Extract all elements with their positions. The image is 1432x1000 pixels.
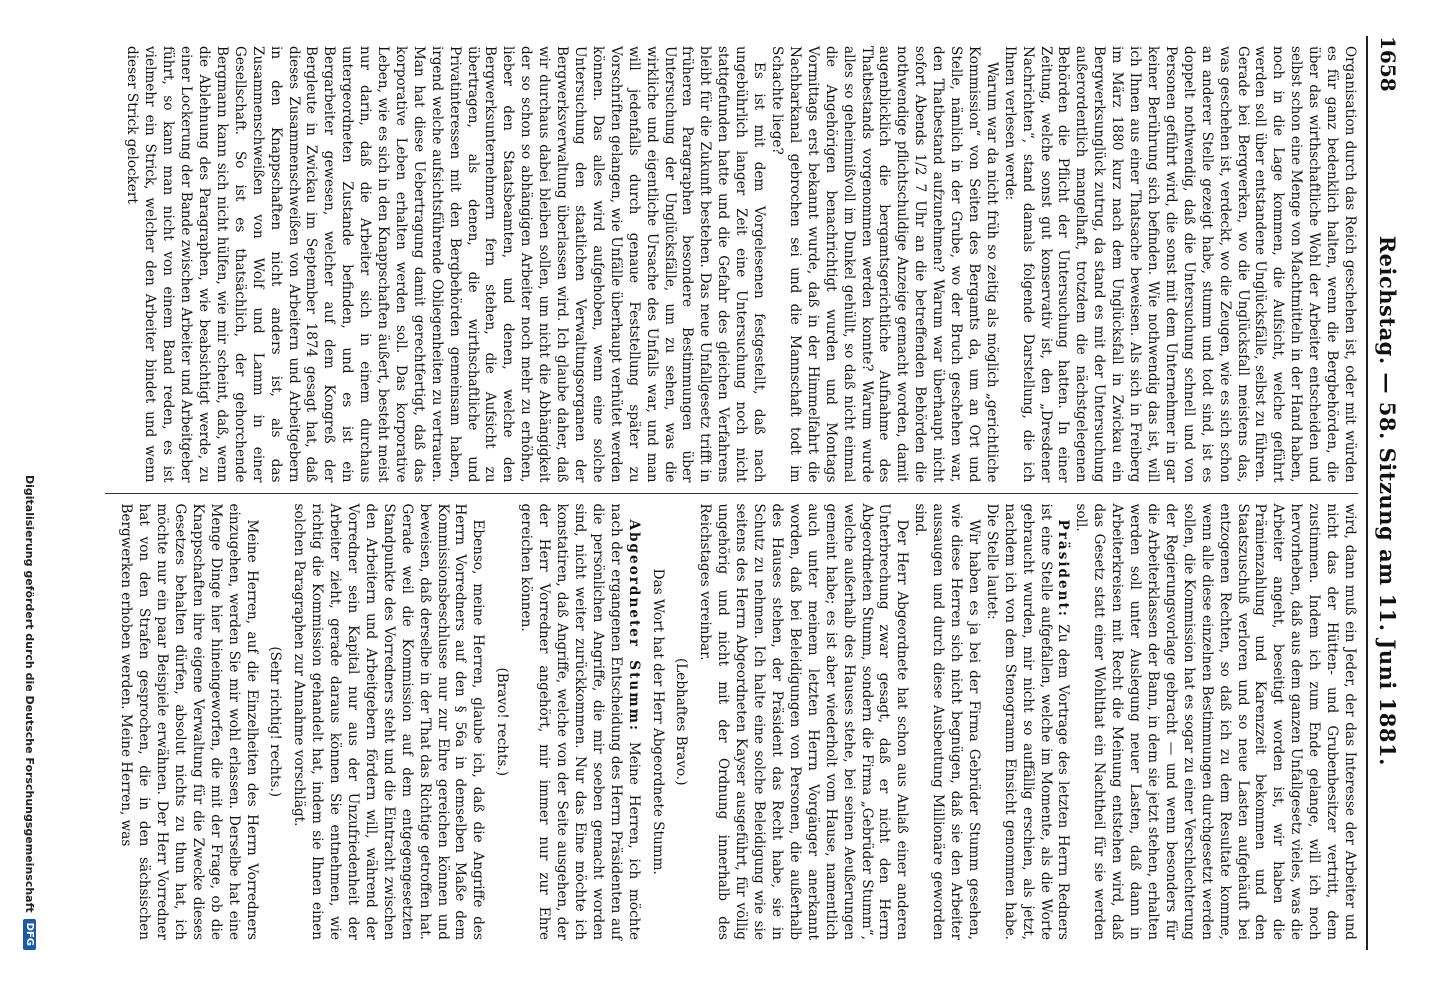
left-column [105,36,1358,493]
stumm-paragraph-2: Ebenso, meine Herren, glaube ich, daß die Angriffe des Herrn Vorredners auf den § 56a in demselben Maße dem Kommissionsbeschlusse nur zur Ehre gereichen können und beweisen, daß derselbe in der That das Richtige getroffen hat. Gerade weil die Kommission auf dem entgegengesetzten Standpunkte des Vorredners steht und die Eintracht zwischen den Arbeitern und Arbeitgebern fördern will, während der Vorredner sein Kapital nur aus der Unzufriedenheit der Arbeiter zieht, gerade daraus können Sie entnehmen, wie richtig die Kommission gehandelt hat, indem sie Ihnen einen solchen Paragraphen zur Annahme vorschlägt. [291,503,487,940]
speaker-label: Präsident: [1055,519,1072,618]
very-right-note: (Sehr richtig! rechts.) [267,646,284,798]
president-paragraph [982,504,1072,941]
left-paragraph: Es ist mit dem Vorgelesenen festgestellt, daß nach ungebührlich langer Zeit eine Untersuchung noch nicht stattgefunden hatte und die Gefahr des gleichen Verfahrens bleibt für die Zukunft bestehen. Das neue Unfallgesetz trifft in früheren Paragraphen besondere Bestimmungen über Untersuchung der Unglücksfälle, um zu sehen, was die wirkliche und eigentliche Ursache des Unfalls war, und man will jedenfalls durch genaue Feststellung später zu Vorschriften gelangen, wie Unfälle überhaupt verhütet werden können. Das alles wird aufgehoben, wenn eine solche Untersuchung den staatlichen Verwaltungsorganen der Bergwerksverwaltung überlassen wird. Ich glaube daher, daß wir durchaus dabei bleiben sollen, um nicht die Abhängigkeit der so schon so abhängigen Arbeiter noch mehr zu erhöhen, lieber den Staatsbeamten, und denen, welche den Bergwerksunternehmern fern stehen, die Aufsicht zu übertragen, als denen, die wirthschaftliche und Privatinteressen mit den Bergbehörden gemeinsam haben, irgend welche aufsichtsführende Obliegenheiten zu vertrauen. Man hat diese Uebertragung damit gerechtfertigt, daß das korporative Leben erhalten werden soll. Das korporative Leben, wie es sich in den Knappschaften äußert, besteht meist nur darin, daß die Arbeiter sich in einem durchaus untergeordneten Zustande befinden, und es ist ein Bergarbeiter gewesen, welcher auf dem Kongreß der Bergleute in Zwickau im September 1874 gesagt hat, daß dieses Zusammenschweißen von Arbeitern und Arbeitgebern in den Knappschaften nicht anders ist, als das Zusammenschweißen von Wolf und Lamm in einer Gesellschaft. So ist es thatsächlich, der gehorchende Bergmann kann sich nicht hülfen, wie mir scheint, daß, wenn die Ablehnung des Paragraphen, wie beabsichtigt werde, zu einer Lockerung der Bande zwischen Arbeiter und Arbeitgeber führt, so kann man nicht von einem Band reden, es ist vielmehr ein Strick, welcher den Arbeiter bindet und wenn dieser Strick gelockert [124,46,768,483]
dfg-logo: DFG [24,919,37,950]
president-text: Zu dem Vortrage des letzten Herrn Redners ist eine Stelle aufgefallen, welche im Momente, als die Worte gebraucht wurden, mir nicht so auffällig erschien, als jetzt, nachdem ich von dem Stenogramm Einsicht genommen habe. Die Stelle lautet: [983,503,1072,940]
digitization-text: Digitalisierung gefördert durch die Deutsche Forschungsgemeinschaft [23,474,37,913]
page-header [1366,36,1408,950]
text-columns [105,36,1358,950]
floor-note: Das Wort hat der Herr Abgeordnete Stumm. [649,568,666,875]
digitization-note [15,36,45,950]
stumm-text: Meine Herren, ich möchte nach der ergangenen Entscheidung des Herrn Präsidenten auf die persönlichen Angriffe, die mir soeben gemacht worden sind, nicht weiter zurückkommen. Nur das Eine möchte ich konstatiren, daß Angriffe, welche von der Seite ausgehen, der der Herr Vorredner angehört, mir immer nur zur Ehre gereichen können. [518,503,642,940]
page-number: 1658 [1376,36,1400,92]
applause-note: (Lebhaftes Bravo.) [673,657,690,786]
speaker-label: Abgeordneter Stumm: [625,519,642,733]
right-paragraph: wird, dann muß ein Jeder, der das Interesse der Arbeiter und nicht das der Hütten- und Grubenbesitzer vertritt, dem zustimmen. Indem ich zum Ende gelange, will ich noch hervorheben, daß aus dem ganzen Unfallgesetz vieles, was die Arbeiter angeht, beseitigt worden ist, wir haben die Prämienzahlung und Karenzzeit bekommen und den Staatszuschuß verloren und so neue Lasten aufgehäuft bei entzogenen Rechten, so daß ich zu dem Resultate komme, wenn alle diese einzelnen Bestimmungen durchgesetzt werden sollen, die Kommission hat es sogar zu einer Verschlechterung der Regierungsvorlage gebracht — und wenn besonders für die Arbeiterklassen der Bann, in dem sie jetzt stehen, erhalten werden soll unter Auslegung neuer Lasten, daß dann in Arbeiterkreisen mit Recht die Meinung entstehen wird, daß das Gesetz statt einer Wohlthat ein Nachtheil für sie werden soll. [1073,503,1358,940]
page-content [23,36,1408,950]
left-paragraph: Warum war da nicht früh so zeitig als möglich „gerichtliche Kommission“ von Seiten des Bergamts da, um an Ort und Stelle, nämlich in der Grube, wo der Bruch geschehen war, den Thatbestand aufzunehmen? Warum war überhaupt nicht sofort Abends 1/2 7 Uhr an die betreffenden Behörden die nothwendige pflichtschuldige Anzeige gemacht worden, damit augenblicklich die bergamtsgerichtliche Aufnahme des Thatbestands vorgenommen werden konnte? Warum wurde alles so geheimnißvoll im Dunkel gehüllt, so daß nicht einmal die Angehörigen benachrichtigt wurden und Montags Vormittags erst bekannt wurde, daß in der Himmelfahrt die Nachbarkanal gebrochen sei und die Mannschaft todt im Schachte liege? [769,46,1000,483]
left-paragraph: Organisation durch das Reich geschehen ist, oder mit würden es für ganz bedenklich halten, wenn die Bergbehörden, die über das wirthschaftliche Wohl der Arbeiter entscheiden und selbst schon eine Menge von Machtmitteln in der Hand haben, noch in die Lage kommen, die Aufsicht, welche geführt werden soll über entstandene Unglücksfälle, selbst zu führen. Gerade bei Bergwerken, wo die Unglücksfall meistens das, was geschehen ist, verdeckt, wo die Zeugen, wie es sich schon an anderer Stelle gezeigt habe, stumm und todt sind, ist es doppelt nothwendig, daß die Untersuchung schnell und von Personen geführt wird, die sonst mit dem Unternehmer in gar keiner Berührung sich befinden. Wie nothwendig das ist, will ich Ihnen aus einer Thatsache beweisen. Als sich in Freiberg im März 1880 kurz nach dem Unglücksfall in Zwickau ein Bergwerksunglück zutrug, da stand es mit der Untersuchung außerordentlich mangelhaft, trotzdem die nächstgelegenen Behörden die Pflicht der Untersuchung hatten. In einer Zeitung, welche sonst gut konservativ ist, den „Dresdener Nachrichten“, stand damals folgende Darstellung, die ich Ihnen verlesen werde: [1001,46,1358,483]
page-title: Reichstag. — 58. Sitzung am 11. Juni 1881. [1375,235,1401,766]
right-column [105,493,1358,951]
stumm-paragraph-3: Meine Herren, auf die Einzelheiten des Herrn Vorredners einzugehen, werden Sie mir wohl erlassen. Derselbe hat eine Menge Dinge hier hineingeworfen, die mit der Frage, ob die Knappschaften ihre eigene Verwaltung für die Zwecke dieses Gesetzes behalten dürfen, absolut nichts zu thun hat, ich möchte nur ein paar Beispiele erwähnen. Der Herr Vorredner hat von den Strafen gesprochen, die in den sächsischen Bergwerken erhoben werden. Meine Herren, was [118,503,260,940]
president-continue: Der Herr Abgeordnete hat schon aus Anlaß einer anderen Unterbrechung zwar gesagt, daß er nicht den Herrn Abgeordneten Stumm, sondern die Firma „Gebrüder Stumm“, welche außerhalb des Hauses stehe, bei seinen Aeußerungen gemeint habe; es ist aber wiederholt vom Hause, namentlich auch unter meinem letzten Herrn Vorgänger anerkannt worden, daß bei Beleidigungen von Personen, die außerhalb des Hauses stehen, der Präsident das Recht habe, sie in Schutz zu nehmen. Ich halte eine solche Beleidigung wie sie seitens des Herrn Abgeordneten Kayser ausgeführt, für völlig ungehörig und nicht mit der Ordnung innerhalb des Reichstages vereinbar. [697,503,911,940]
bravo-note: (Bravo! rechts.) [494,667,511,777]
quote-paragraph: Wir haben es ja bei der Firma Gebrüder Stumm gesehen, wie diese Herren sich nicht begnügen, daß sie den Arbeiter aussaugen und durch diese Ausbeutung Millionäre geworden sind. [912,503,982,940]
stumm-paragraph [516,504,641,941]
